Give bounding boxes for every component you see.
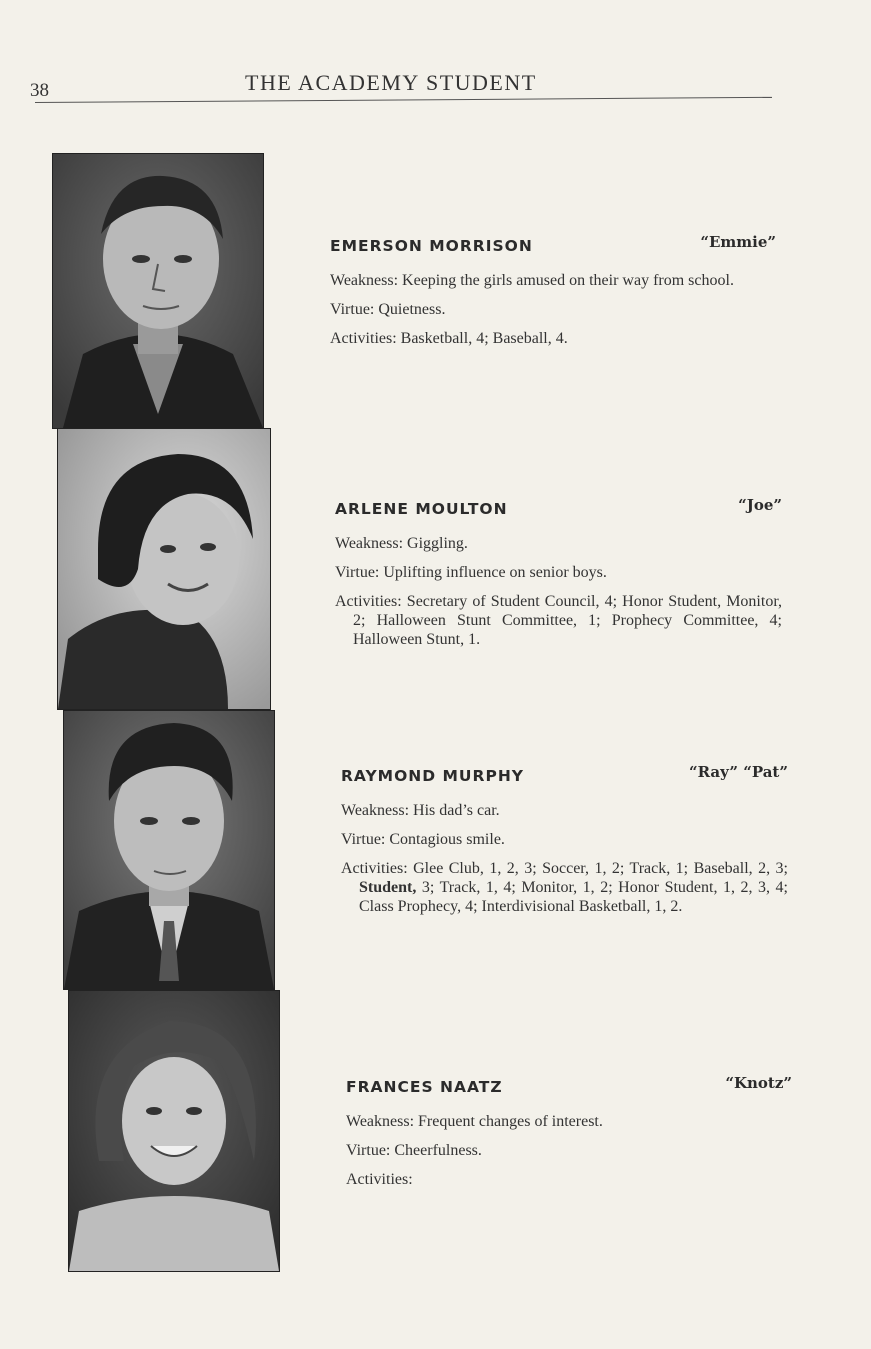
student-name: FRANCES NAATZ: [346, 1078, 503, 1096]
student-entry: [330, 233, 776, 348]
student-entry: [341, 763, 789, 916]
virtue-label: Virtue:: [335, 564, 380, 581]
weakness-field: [341, 801, 788, 820]
virtue-value: Contagious smile.: [389, 831, 505, 848]
portrait-photo-frances: [68, 990, 280, 1272]
student-nickname: “Knotz”: [725, 1074, 792, 1092]
activities-label: Activities:: [330, 330, 397, 347]
weakness-field: [330, 271, 776, 290]
student-name: ARLENE MOULTON: [335, 500, 508, 518]
weakness-value: Giggling.: [407, 535, 468, 552]
student-entry: [335, 496, 783, 649]
name-line: [341, 763, 788, 791]
virtue-field: [341, 830, 788, 849]
student-name: RAYMOND MURPHY: [341, 767, 525, 785]
portrait-photo-raymond: [63, 710, 275, 990]
activities-field: [346, 1170, 792, 1189]
weakness-label: Weakness:: [330, 272, 399, 289]
weakness-field: [335, 534, 782, 553]
activities-label: Activities:: [341, 860, 408, 877]
virtue-label: Virtue:: [341, 831, 386, 848]
activities-value-part2: 3; Track, 1, 4; Monitor, 1, 2; Honor Student, 1, 2, 3, 4; Class Prophecy, 4; Interdivisional Basketball, 1, 2.: [359, 879, 789, 915]
student-entry: [346, 1074, 792, 1189]
virtue-field: [335, 563, 782, 582]
header-rule: [35, 97, 772, 103]
weakness-label: Weakness:: [335, 535, 404, 552]
weakness-value: Frequent changes of interest.: [418, 1113, 603, 1130]
weakness-label: Weakness:: [346, 1113, 415, 1130]
student-nickname: “Emmie”: [700, 233, 776, 251]
virtue-field: [346, 1141, 792, 1160]
virtue-value: Quietness.: [378, 301, 446, 318]
student-nickname: “Joe”: [738, 496, 782, 514]
activities-field: [335, 592, 782, 649]
weakness-value: Keeping the girls amused on their way from school.: [402, 272, 734, 289]
page-header: [30, 70, 772, 110]
virtue-label: Virtue:: [330, 301, 375, 318]
journal-title: THE ACADEMY STUDENT: [245, 70, 537, 95]
student-name: EMERSON MORRISON: [330, 237, 533, 255]
student-nickname: “Ray” “Pat”: [688, 763, 788, 781]
virtue-field: [330, 300, 776, 319]
activities-field: [330, 329, 776, 348]
name-line: [335, 496, 782, 524]
activities-value-part1: Glee Club, 1, 2, 3; Soccer, 1, 2; Track, 1; Baseball, 2, 3;: [413, 860, 788, 877]
virtue-value: Cheerfulness.: [394, 1142, 482, 1159]
weakness-field: [346, 1112, 792, 1131]
portrait-photo-arlene: [57, 428, 271, 710]
activities-field: [341, 859, 788, 916]
virtue-label: Virtue:: [346, 1142, 391, 1159]
weakness-label: Weakness:: [341, 802, 410, 819]
weakness-value: His dad’s car.: [413, 802, 500, 819]
activities-label: Activities:: [335, 593, 402, 610]
activities-label: Activities:: [346, 1171, 413, 1188]
name-line: [330, 233, 776, 261]
page-number: 38: [30, 80, 49, 101]
virtue-value: Uplifting influence on senior boys.: [383, 564, 607, 581]
portrait-photo-emerson: [52, 153, 264, 429]
name-line: [346, 1074, 792, 1102]
activities-value: Secretary of Student Council, 4; Honor Student, Monitor, 2; Halloween Stunt Committee, 1; Prophecy Committee, 4; Halloween Stunt, 1.: [353, 593, 783, 648]
activities-value: Basketball, 4; Baseball, 4.: [400, 330, 568, 347]
activities-value-bold: Student,: [359, 879, 417, 896]
